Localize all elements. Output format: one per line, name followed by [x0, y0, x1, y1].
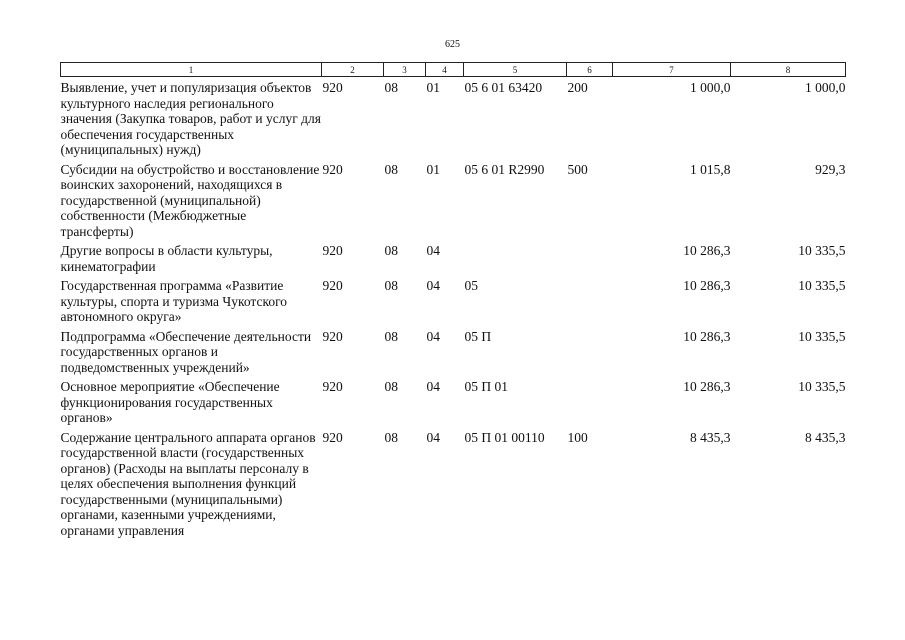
row-description: Выявление, учет и популяризация объектов культурного наследия регионального значения (Закупка товаров, работ и услуг для обеспечения государственных (муниципальных) нужд) [60, 80, 321, 157]
subsection-code: 04 [426, 243, 440, 258]
target-article-code: 05 П [464, 328, 492, 344]
amount-year-2: 929,3 [815, 161, 846, 177]
amount-year-2: 10 335,5 [798, 379, 846, 394]
subsection-code: 01 [426, 161, 440, 177]
table-header [61, 63, 846, 77]
expense-type-code [567, 326, 613, 377]
ministry-code: 920 [322, 80, 343, 95]
subsection-code: 04 [426, 379, 440, 394]
target-article-code: 05 6 01 R2990 [464, 161, 545, 177]
amount-year-1: 1 000,0 [690, 80, 731, 95]
table-row [61, 427, 846, 540]
amount-year-2: 10 335,5 [798, 328, 846, 344]
header-col-8: 8 [731, 63, 846, 77]
amount-year-1: 10 286,3 [683, 328, 731, 344]
row-description: Подпрограмма «Обеспечение деятельности государственных органов и подведомственных учреждений» [60, 328, 312, 375]
amount-year-1: 10 286,3 [683, 379, 731, 394]
subsection-code: 04 [426, 278, 440, 293]
subsection-code: 04 [426, 429, 440, 445]
amount-year-1: 10 286,3 [683, 243, 731, 258]
ministry-code: 920 [322, 429, 343, 445]
amount-year-2: 8 435,3 [805, 429, 846, 445]
subsection-code: 01 [426, 80, 440, 95]
row-description: Государственная программа «Развитие культуры, спорта и туризма Чукотского автономного округа» [60, 278, 288, 324]
subsection-code: 04 [426, 328, 440, 344]
section-code: 08 [384, 328, 398, 344]
section-code: 08 [384, 379, 398, 394]
header-col-2: 2 [322, 63, 384, 77]
ministry-code: 920 [322, 328, 343, 344]
amount-year-2: 1 000,0 [805, 80, 846, 95]
expense-type-code [567, 376, 613, 427]
ministry-code: 920 [322, 243, 343, 258]
amount-year-1: 10 286,3 [683, 278, 731, 293]
target-article-code: 05 6 01 63420 [464, 80, 543, 95]
amount-year-1: 1 015,8 [690, 161, 731, 177]
table-row [61, 275, 846, 326]
budget-table [60, 62, 846, 539]
target-article-code: 05 П 01 [464, 379, 508, 394]
header-col-5: 5 [464, 63, 567, 77]
header-row [61, 63, 846, 77]
header-col-3: 3 [384, 63, 426, 77]
expense-type-code [567, 275, 613, 326]
ministry-code: 920 [322, 379, 343, 394]
table-row [61, 326, 846, 377]
table-body [61, 77, 846, 540]
row-description: Субсидии на обустройство и восстановление воинских захоронений, находящихся в государственной (муниципальной) собственности (Межбюджетные трансферты) [60, 161, 320, 239]
expense-type-code: 500 [567, 161, 588, 177]
section-code: 08 [384, 161, 398, 177]
section-code: 08 [384, 243, 398, 258]
page-number: 625 [445, 39, 460, 50]
header-col-1: 1 [61, 63, 322, 77]
header-col-4: 4 [426, 63, 464, 77]
header-col-6: 6 [567, 63, 613, 77]
section-code: 08 [384, 278, 398, 293]
table-row [61, 77, 846, 159]
table-row [61, 159, 846, 241]
amount-year-2: 10 335,5 [798, 243, 846, 258]
expense-type-code [567, 240, 613, 275]
expense-type-code: 100 [567, 429, 588, 445]
section-code: 08 [384, 429, 398, 445]
target-article-code: 05 [464, 278, 478, 293]
expense-type-code: 200 [567, 80, 588, 95]
amount-year-2: 10 335,5 [798, 278, 846, 293]
target-article-code [464, 240, 567, 275]
header-col-7: 7 [613, 63, 731, 77]
table-row [61, 240, 846, 275]
row-description: Другие вопросы в области культуры, кинематографии [60, 243, 273, 274]
section-code: 08 [384, 80, 398, 95]
ministry-code: 920 [322, 278, 343, 293]
ministry-code: 920 [322, 161, 343, 177]
target-article-code: 05 П 01 00110 [464, 429, 545, 445]
table-row [61, 376, 846, 427]
row-description: Основное мероприятие «Обеспечение функционирования государственных органов» [60, 379, 280, 425]
row-description: Содержание центрального аппарата органов государственной власти (государственных органов) (Расходы на выплаты персоналу в целях обеспечения выполнения функций государственными (муниципальными) органами, казенными учреждениями, органами управления [60, 429, 316, 538]
amount-year-1: 8 435,3 [690, 429, 731, 445]
